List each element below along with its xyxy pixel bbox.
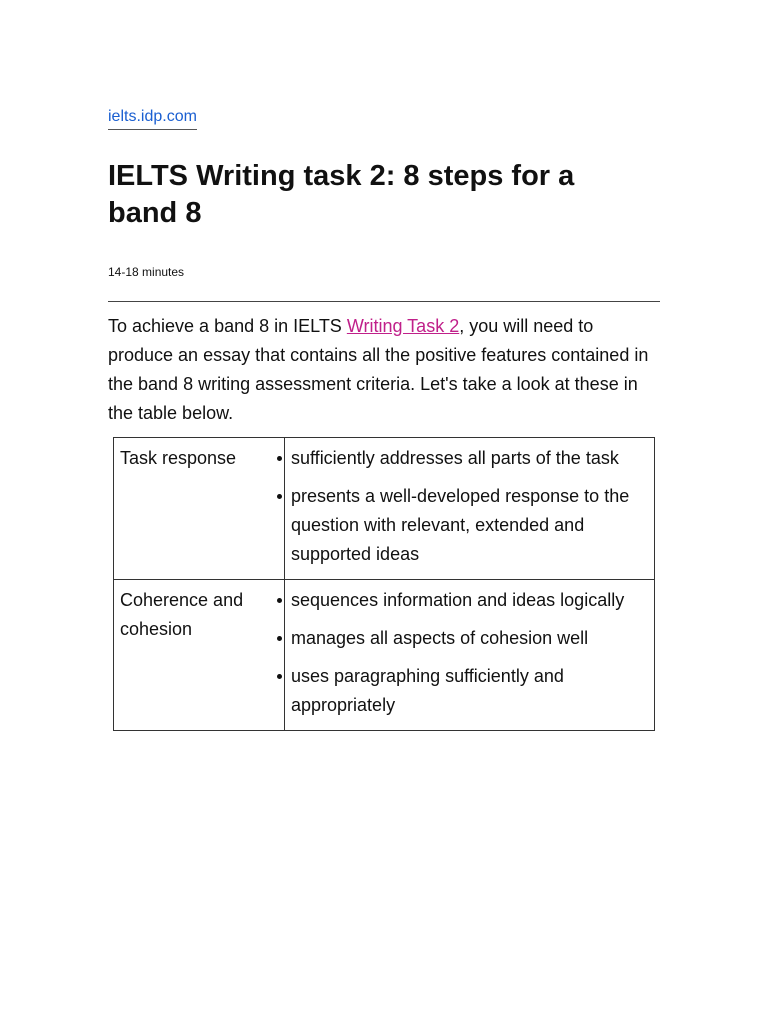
list-item <box>291 624 648 653</box>
writing-task-2-link[interactable]: Writing Task 2 <box>346 316 460 336</box>
intro-text-start: To achieve a band 8 in IELTS <box>108 316 347 336</box>
descriptor-text: sufficiently addresses all parts of the task <box>291 448 619 468</box>
criterion-category: Coherence and cohesion <box>114 580 285 731</box>
bullet-icon <box>277 598 282 603</box>
descriptor-list <box>291 586 648 720</box>
descriptor-list <box>291 444 648 569</box>
intro-paragraph <box>108 312 656 428</box>
descriptor-text: manages all aspects of cohesion well <box>291 628 589 648</box>
list-item <box>291 586 648 615</box>
reading-time: 14-18 minutes <box>108 265 185 279</box>
bullet-icon <box>277 494 282 499</box>
intro-text-end: , you will need to produce an essay that contains all the positive features contained in the band 8 writing assessment criteria. Let's take a look at these in the table below. <box>108 316 649 423</box>
table-row <box>114 438 655 580</box>
divider <box>108 301 660 302</box>
bullet-icon <box>277 456 282 461</box>
table-row <box>114 580 655 731</box>
list-item <box>291 482 648 569</box>
criteria-table <box>113 437 655 731</box>
article-title: IELTS Writing task 2: 8 steps for a band 8 <box>108 160 575 229</box>
descriptor-text: uses paragraphing sufficiently and appropriately <box>291 666 564 715</box>
list-item <box>291 662 648 720</box>
descriptor-text: sequences information and ideas logically <box>291 590 625 610</box>
criterion-descriptors <box>285 438 655 580</box>
source-link[interactable]: ielts.idp.com <box>108 107 197 130</box>
bullet-icon <box>277 674 282 679</box>
bullet-icon <box>277 636 282 641</box>
list-item <box>291 444 648 473</box>
criterion-category: Task response <box>114 438 285 580</box>
descriptor-text: presents a well-developed response to the question with relevant, extended and supported ideas <box>291 486 630 564</box>
criterion-descriptors <box>285 580 655 731</box>
